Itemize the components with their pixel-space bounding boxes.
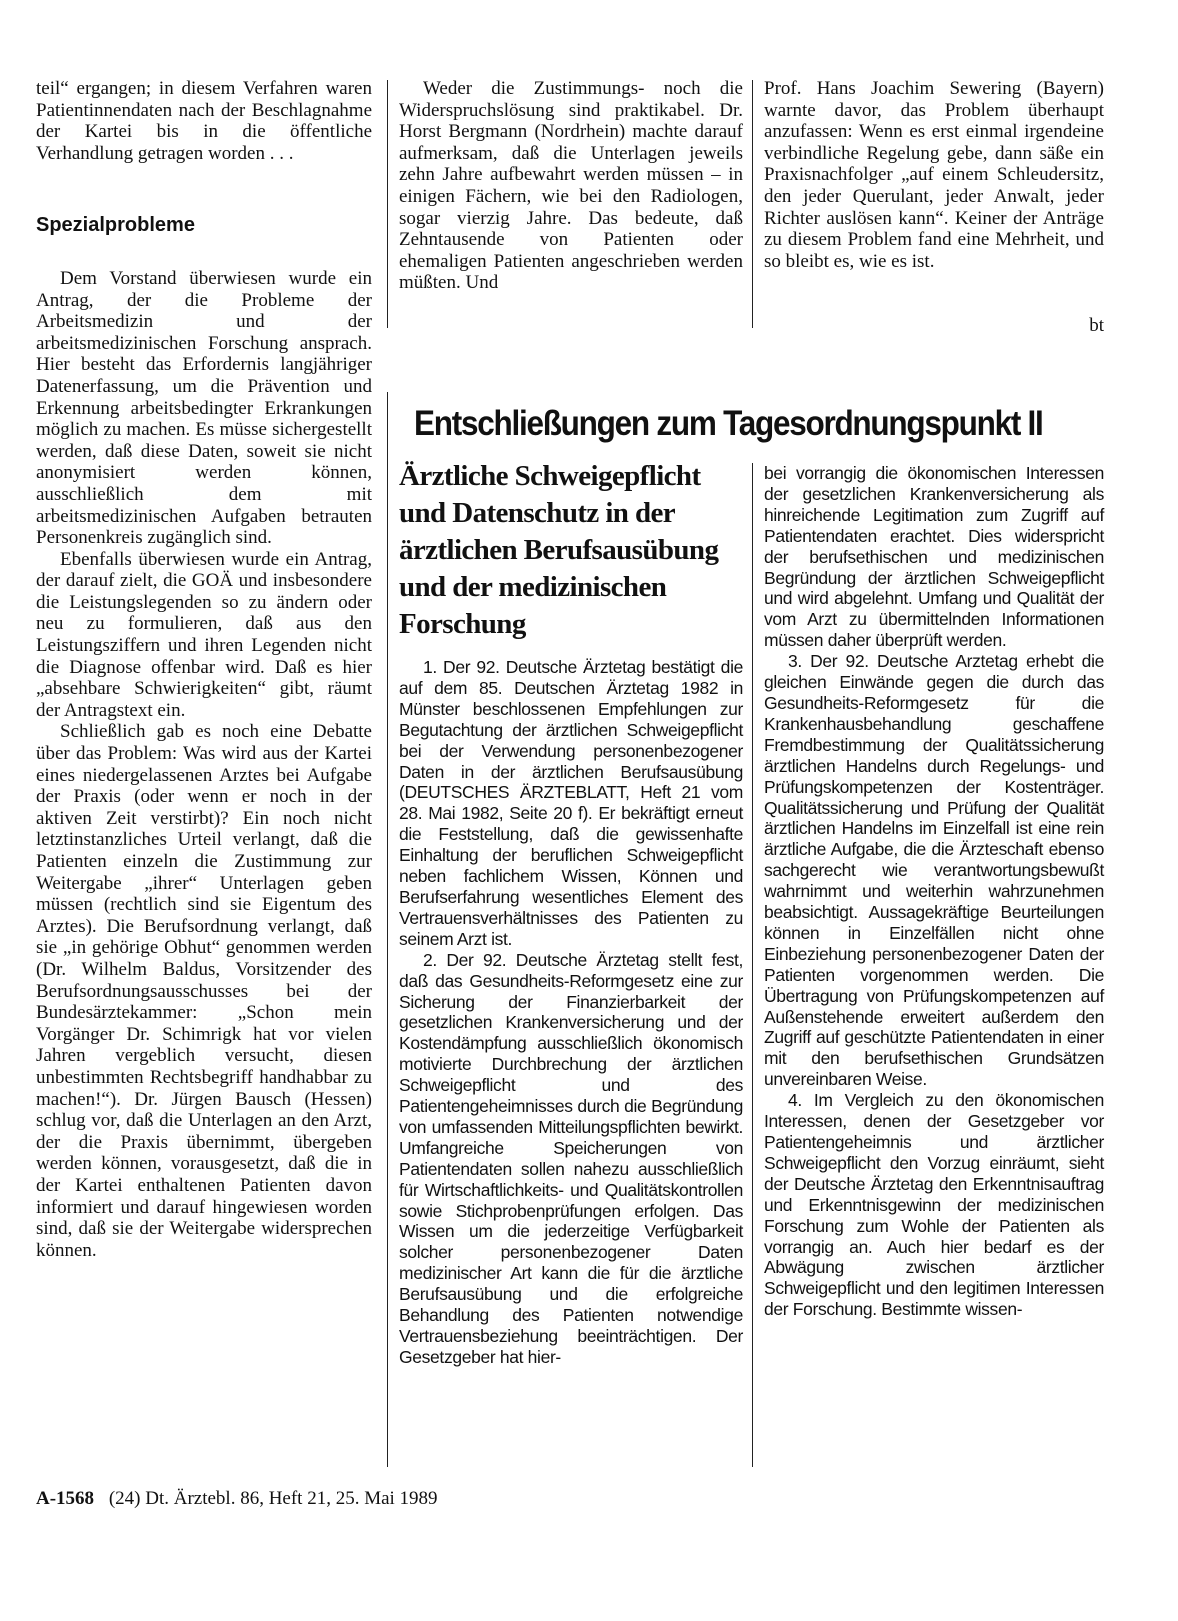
paragraph: 3. Der 92. Deutsche Arztetag erhebt die gleichen Einwände gegen die durch das Gesundheits-Reformgesetz für die Krankenhausbehandlung geschaffene Fremdbestimmung der Qualitätssicherung ärztlichen Handelns durch Regelungs- und Prüfungskompetenzen der Kostenträger. Qualitätssicherung und Prüfung der Qualität ärztlichen Handelns im Einzelfall ist eine rein ärztliche Aufgabe, die die Ärzteschaft ebenso sachgerecht wie verantwortungsbewußt wahrnimmt und weiterhin wahrzunehmen beabsichtigt. Aussagekräftige Beurteilungen können in Einzelfällen nicht ohne Einbeziehung personenbezogener Daten der Patienten vorgenommen werden. Die Übertragung von Prüfungskompetenzen auf Außenstehende erweitert außerdem den Zugriff auf geschützte Patientendaten in einer mit den berufsethischen Grundsätzen unvereinbaren Weise. xyxy=(764,651,1104,1090)
column-rule xyxy=(387,392,388,1467)
column-middle-top xyxy=(399,78,743,294)
paragraph: Ebenfalls überwiesen wurde ein Antrag, der darauf zielt, die GOÄ und insbesondere die Leistungslegenden so zu ändern oder neu zu formulieren, daß aus den Leistungsziffern und ihren Legenden nicht die Diagnose offenbar wird. Daß es hier „absehbare Schwierigkeiten“ gibt, räumt der Antragstext ein. xyxy=(36,548,372,721)
paragraph: Schließlich gab es noch eine Debatte über das Problem: Was wird aus der Kartei eines niedergelassenen Arztes bei Aufgabe der Praxis (oder wenn er noch in der aktiven Zeit verstirbt)? Ein noch nicht letztinstanzliches Urteil verlangt, daß die Patienten einzeln die Zustimmung zur Weitergabe „ihrer“ Unterlagen geben müssen (rechtlich sind sie Eigentum des Arztes). Die Berufsordnung verlangt, daß sie „in gehörige Obhut“ genommen werden (Dr. Wilhelm Baldus, Vorsitzender des Berufsordnungsausschusses bei der Bundesärztekammer: „Schon mein Vorgänger Dr. Schimrigk hat vor vielen Jahren vergeblich versucht, diesen unbestimmten Rechtsbegriff handhabbar zu machen!“). Dr. Jürgen Bausch (Hessen) schlug vor, daß die Unterlagen an den Arzt, der die Praxis übernimmt, übergeben werden können, vorausgesetzt, daß die in der Kartei enthaltenen Patienten davon informiert und darauf hingewiesen worden sind, daß sie der Weitergabe widersprechen können. xyxy=(36,721,372,1261)
column-right-top xyxy=(764,78,1104,336)
section-heading: Spezialprobleme xyxy=(36,214,195,237)
column-rule xyxy=(752,80,753,328)
paragraph: Weder die Zustimmungs- noch die Widerspruchslösung sind praktikabel. Dr. Horst Bergmann (Nordrhein) machte darauf aufmerksam, daß die Unterlagen jeweils zehn Jahre aufbewahrt werden müssen – in einigen Fächern, wie bei den Radiologen, sogar vierzig Jahre. Das bedeute, daß Zehntausende von Patienten oder ehemaligen Patienten angeschrieben werden müßten. Und xyxy=(399,78,743,294)
paragraph: 2. Der 92. Deutsche Ärztetag stellt fest, daß das Gesundheits-Reformgesetz eine zur Sicherung der Finanzierbarkeit der gesetzlichen Krankenversicherung und der Kostendämpfung ausschließlich ökonomisch motivierte Durchbrechung der ärztlichen Schweigepflicht und des Patientengeheimnisses durch die Begründung von umfassenden Mitteilungspflichten bewirkt. Umfangreiche Speicherungen von Patientendaten sollen nahezu ausschließlich für Wirtschaftlichkeits- und Qualitätskontrollen sowie Stichprobenprüfungen erfolgen. Das Wissen um die jederzeitige Verfügbarkeit solcher personenbezogener Daten medizinischer Art kann die für die ärztliche Berufsausübung und die erfolgreiche Behandlung des Patienten notwendige Vertrauensbeziehung beeinträchtigen. Der Gesetzgeber hat hier- xyxy=(399,949,743,1367)
citation: (24) Dt. Ärztebl. 86, Heft 21, 25. Mai 1989 xyxy=(108,1488,438,1509)
resolution-column-right xyxy=(764,463,1104,1320)
resolution-column-middle xyxy=(399,458,743,1368)
column-rule xyxy=(387,80,388,328)
page-number: A-1568 xyxy=(36,1488,95,1509)
paragraph: 1. Der 92. Deutsche Ärztetag bestätigt die auf dem 85. Deutschen Ärztetag 1982 in Münster beschlossenen Empfehlungen zur Begutachtung der ärztlichen Schweigepflicht bei der Verwendung personenbezogener Daten in der ärztlichen Berufsausübung (DEUTSCHES ÄRZTEBLATT, Heft 21 vom 28. Mai 1982, Seite 20 f). Er bekräftigt erneut die Feststellung, daß die gewissenhafte Einhaltung der beruflichen Schweigepflicht neben fachlichem Wissen, Können und Berufserfahrung wesentliches Element des Vertrauensverhältnisses des Patienten zu seinem Arzt ist. xyxy=(399,657,743,949)
page-footer xyxy=(36,1488,438,1510)
paragraph: teil“ ergangen; in diesem Verfahren waren Patientinnendaten nach der Beschlagnahme der Kartei bis in die öffentliche Verhandlung getragen worden . . . xyxy=(36,78,372,164)
author-signature: bt xyxy=(1089,315,1104,336)
paragraph: bei vorrangig die ökonomischen Interessen der gesetzlichen Krankenversicherung als hinreichende Legitimation zum Zugriff auf Patientendaten erachtet. Dies widerspricht der berufsethischen und medizinischen Begründung der ärztlichen Schweigepflicht und wird abgelehnt. Umfang und Qualität der vom Arzt zu übermittelnden Informationen müssen daher überprüft werden. xyxy=(764,463,1104,651)
paragraph: 4. Im Vergleich zu den ökonomischen Interessen, denen der Gesetzgeber vor Patientengeheimnis und ärztlicher Schweigepflicht den Vorzug einräumt, sieht der Deutsche Ärztetag den Erkenntnisauftrag und Erkenntnisgewinn der medizinischen Forschung zum Wohle der Patienten als vorrangig an. Auch hier bedarf es der Abwägung zwischen ärztlicher Schweigepflicht und den legitimen Interessen der Forschung. Bestimmte wissen- xyxy=(764,1090,1104,1320)
paragraph: Prof. Hans Joachim Sewering (Bayern) warnte davor, das Problem überhaupt anzufassen: Wenn es erst einmal irgendeine verbindliche Regelung gebe, dann säße ein Praxisnachfolger „auf einem Schleudersitz, den jeder Querulant, jeder Anwalt, jeder Richter auslösen kann“. Keiner der Anträge zu diesem Problem fand eine Mehrheit, und so bleibt es, wie es ist. xyxy=(764,78,1104,272)
resolution-title: Ärztliche Schweigepflicht und Datenschutz in der ärztlichen Berufsausübung und der medizinischen Forschung xyxy=(399,460,719,640)
headline: Entschließungen zum Tagesordnungspunkt II xyxy=(414,404,1043,443)
column-rule xyxy=(752,463,753,1467)
paragraph: Dem Vorstand überwiesen wurde ein Antrag, der die Probleme der Arbeitsmedizin und der arbeitsmedizinischen Forschung ansprach. Hier besteht das Erfordernis langjähriger Datenerfassung, um die Prävention und Erkennung arbeitsbedingter Erkrankungen möglich zu machen. Es müsse sichergestellt werden, daß diese Daten, soweit sie nicht anonymisiert werden können, ausschließlich dem mit arbeitsmedizinischen Aufgaben betrauten Personenkreis zugänglich sind. xyxy=(36,267,372,549)
column-left xyxy=(36,78,372,1261)
